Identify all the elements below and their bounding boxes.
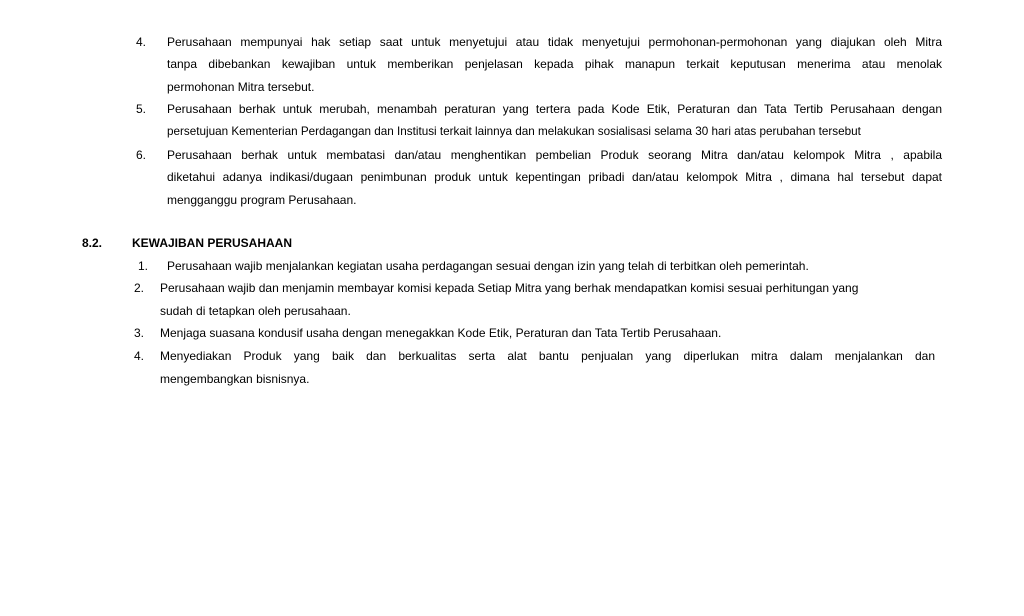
list-item-line: persetujuan Kementerian Perdagangan dan Institusi terkait lainnya dan melakukan sosialisasi selama 30 hari atas perubahan tersebut	[167, 125, 861, 138]
list-item-number: 6.	[136, 148, 147, 162]
list-item-number: 3.	[134, 326, 145, 340]
list-item-line: Perusahaan wajib dan menjamin membayar komisi kepada Setiap Mitra yang berhak mendapatkan komisi sesuai perhitungan yang	[160, 281, 859, 295]
section-number: 8.2.	[82, 236, 103, 250]
list-item-line: Menyediakan Produk yang baik dan berkualitas serta alat bantu penjualan yang diperlukan mitra dalam menjalankan dan	[160, 349, 935, 363]
list-item-line: permohonan Mitra tersebut.	[167, 80, 315, 94]
list-item-line: Perusahaan berhak untuk merubah, menambah peraturan yang tertera pada Kode Etik, Peraturan dan Tata Tertib Perusahaan dengan	[167, 102, 942, 116]
list-item-number: 1.	[138, 259, 149, 273]
list-item-line: mengganggu program Perusahaan.	[167, 193, 357, 207]
list-item-number: 4.	[136, 35, 147, 49]
section-title: KEWAJIBAN PERUSAHAAN	[132, 236, 293, 250]
list-item-line: tanpa dibebankan kewajiban untuk memberikan penjelasan kepada pihak manapun terkait keputusan menerima atau menolak	[167, 57, 942, 71]
list-item-number: 4.	[134, 349, 145, 363]
list-item-line: Perusahaan mempunyai hak setiap saat untuk menyetujui atau tidak menyetujui permohonan-permohonan yang diajukan oleh Mitra	[167, 35, 942, 49]
list-item-number: 2.	[134, 281, 145, 295]
list-item-line: Perusahaan berhak untuk membatasi dan/atau menghentikan pembelian Produk seorang Mitra dan/atau kelompok Mitra , apabila	[167, 148, 942, 162]
list-item-line: sudah di tetapkan oleh perusahaan.	[160, 304, 351, 318]
list-item-line: Menjaga suasana kondusif usaha dengan menegakkan Kode Etik, Peraturan dan Tata Tertib Perusahaan.	[160, 326, 722, 340]
list-item-line: diketahui adanya indikasi/dugaan penimbunan produk untuk kepentingan pribadi dan/atau kelompok Mitra , dimana hal tersebut dapat	[167, 170, 942, 184]
list-item-line: Perusahaan wajib menjalankan kegiatan usaha perdagangan sesuai dengan izin yang telah di terbitkan oleh pemerintah.	[167, 259, 809, 273]
list-item-number: 5.	[136, 102, 147, 116]
list-item-line: mengembangkan bisnisnya.	[160, 372, 310, 386]
